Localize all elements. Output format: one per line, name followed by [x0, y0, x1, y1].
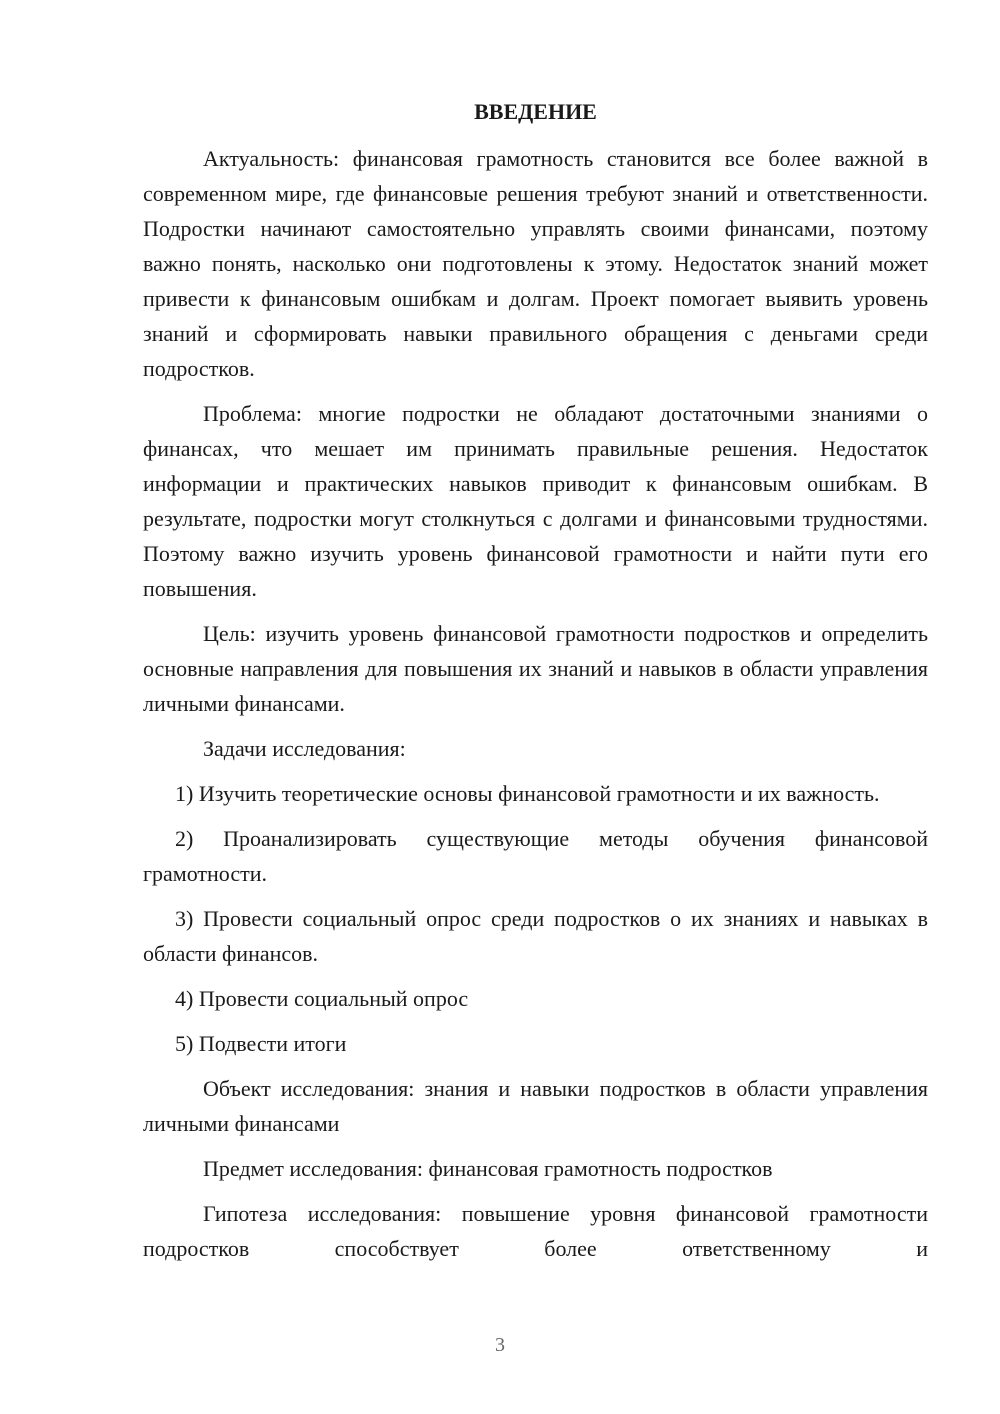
task-item: 3) Провести социальный опрос среди подростков о их знаниях и навыках в области финансов. [143, 906, 928, 966]
paragraph-goal: Цель: изучить уровень финансовой грамотности подростков и определить основные направления для повышения их знаний и навыков в области управления личными финансами. [143, 621, 928, 716]
task-item: 5) Подвести итоги [175, 1031, 347, 1056]
paragraph-problem: Проблема: многие подростки не обладают достаточными знаниями о финансах, что мешает им принимать правильные решения. Недостаток информации и практических навыков приводит к финансовым ошибкам. В результате, подростки могут столкнуться с долгами и финансовыми трудностями. Поэтому важно изучить уровень финансовой грамотности и найти пути его повышения. [143, 401, 928, 601]
page-number: 3 [495, 1334, 505, 1356]
task-item: 2) Проанализировать существующие методы обучения финансовой грамотности. [143, 826, 928, 886]
task-item: 4) Провести социальный опрос [175, 986, 469, 1011]
paragraph-subject: Предмет исследования: финансовая грамотность подростков [203, 1156, 773, 1181]
paragraph-hypothesis: Гипотеза исследования: повышение уровня финансовой грамотности подростков способствует более ответственному и [143, 1201, 928, 1261]
section-title: ВВЕДЕНИЕ [474, 99, 597, 124]
paragraph-object: Объект исследования: знания и навыки подростков в области управления личными финансами [143, 1076, 928, 1136]
page-content [143, 94, 928, 1266]
task-item: 1) Изучить теоретические основы финансовой грамотности и их важность. [175, 781, 880, 806]
paragraph-tasks-heading: Задачи исследования: [203, 736, 406, 761]
paragraph-relevance: Актуальность: финансовая грамотность становится все более важной в современном мире, где финансовые решения требуют знаний и ответственности. Подростки начинают самостоятельно управлять своими финансами, поэтому важно понять, насколько они подготовлены к этому. Недостаток знаний может привести к финансовым ошибкам и долгам. Проект помогает выявить уровень знаний и сформировать навыки правильного обращения с деньгами среди подростков. [143, 146, 928, 381]
